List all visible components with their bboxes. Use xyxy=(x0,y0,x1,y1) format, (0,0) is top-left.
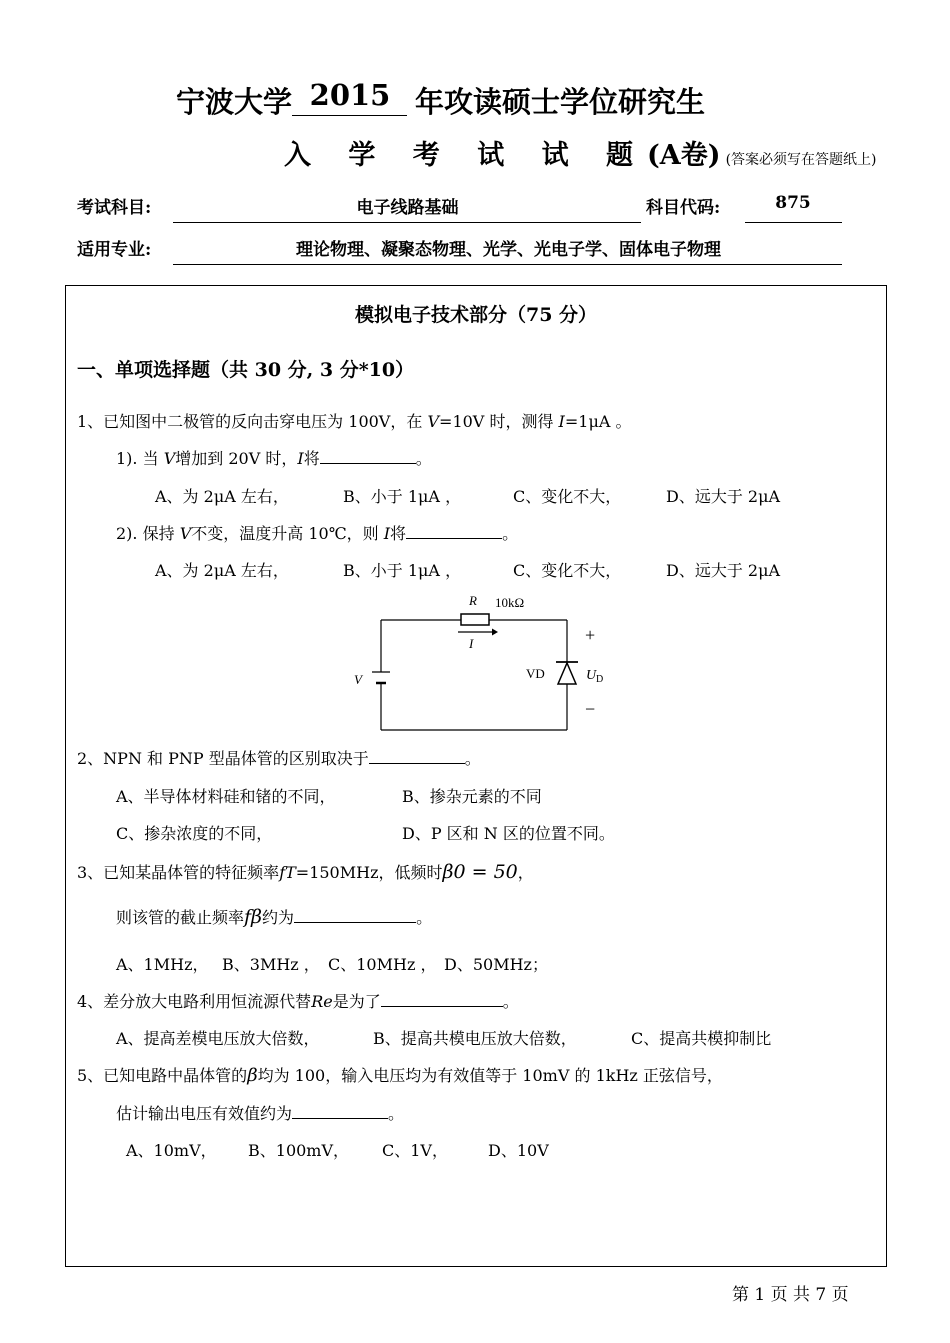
q1s2-end: 。 xyxy=(502,524,519,543)
year-underline xyxy=(292,115,407,116)
diode-voltage-label: U xyxy=(586,668,597,683)
q1-var-v: V xyxy=(427,412,440,431)
minus-sign: − xyxy=(585,699,596,719)
q1s1-text-a: 1). 当 xyxy=(116,449,159,468)
q1s1-text-b: 增加到 20V 时， xyxy=(175,449,298,468)
question-5-stem xyxy=(77,1063,723,1086)
q3-options xyxy=(116,952,548,975)
q2-text: 2、NPN 和 PNP 型晶体管的区别取决于 xyxy=(77,749,369,768)
plus-sign: + xyxy=(585,625,596,645)
option-a: A、1MHz， xyxy=(116,955,209,974)
exam-subtitle xyxy=(284,133,877,172)
q2-options-row-2 xyxy=(116,821,615,844)
exam-year: 2015 xyxy=(309,78,391,112)
q5-text-a: 5、已知电路中晶体管的 xyxy=(77,1066,248,1085)
diode-triangle xyxy=(558,663,576,684)
q1s1-var-i: I xyxy=(297,449,304,468)
option-d: D、10V xyxy=(488,1141,549,1160)
major-value: 理论物理、凝聚态物理、光学、光电子学、固体电子物理 xyxy=(296,240,721,260)
q4-end: 。 xyxy=(502,992,519,1011)
option-b: B、3MHz ， xyxy=(222,955,320,974)
question-4-stem xyxy=(77,989,519,1012)
option-b: B、小于 1μA ， xyxy=(343,487,462,506)
code-value: 875 xyxy=(775,193,811,213)
question-1-sub-2 xyxy=(116,521,518,544)
q3-text-b: =150MHz，低频时 xyxy=(295,863,443,882)
option-d: D、50MHz； xyxy=(444,955,548,974)
q1-text-a: 1、已知图中二极管的反向击穿电压为 100V，在 xyxy=(77,412,423,431)
code-underline xyxy=(745,222,842,223)
answer-blank[interactable] xyxy=(292,1102,388,1119)
voltage-source-label: V xyxy=(354,672,362,687)
question-2-stem xyxy=(77,746,481,769)
option-d: D、远大于 2μA xyxy=(666,561,781,580)
q3-text-d: 则该管的截止频率 xyxy=(116,908,245,927)
option-a: A、10mV， xyxy=(126,1141,217,1160)
q4-text-a: 4、差分放大电路利用恒流源代替 xyxy=(77,992,312,1011)
q1s2-text-b: 不变，温度升高 10℃，则 xyxy=(191,524,379,543)
q3-beta0: β0 = 50 xyxy=(442,861,518,883)
answer-blank[interactable] xyxy=(320,447,416,464)
exam-title-rest: 年攻读硕士学位研究生 xyxy=(415,85,706,119)
q1s2-var-v: V xyxy=(179,524,192,543)
option-a: A、为 2μA 左右， xyxy=(155,487,289,506)
option-a: A、半导体材料硅和锗的不同， xyxy=(116,787,336,806)
current-arrow-head xyxy=(492,629,498,636)
q1s2-text-c: 将 xyxy=(390,524,407,543)
q2-options-row-1 xyxy=(116,784,542,807)
q1s1-text-c: 将 xyxy=(303,449,320,468)
question-1-stem xyxy=(77,409,632,432)
section-title: 模拟电子技术部分（75 分） xyxy=(354,304,598,326)
option-b: B、提高共模电压放大倍数， xyxy=(373,1029,577,1048)
q1s2-var-i: I xyxy=(383,524,391,543)
option-a: A、提高差模电压放大倍数， xyxy=(116,1029,320,1048)
page-number: 第 1 页 共 7 页 xyxy=(732,1285,849,1305)
q5-beta: β xyxy=(247,1065,258,1086)
q1-var-i: I xyxy=(558,412,565,431)
subtitle-main: 入 学 考 试 试 题 xyxy=(284,140,647,171)
option-c: C、掺杂浓度的不同， xyxy=(116,824,273,843)
answer-blank[interactable] xyxy=(381,990,503,1007)
q1s1-end: 。 xyxy=(415,449,432,468)
option-b: B、100mV， xyxy=(248,1141,350,1160)
diode-circuit-diagram xyxy=(340,590,620,740)
option-c: C、变化不大， xyxy=(513,487,622,506)
q4-text-b: 是为了 xyxy=(332,992,381,1011)
option-c: C、提高共模抑制比 xyxy=(631,1029,772,1048)
q3-text-c: ， xyxy=(517,863,534,882)
q3-ft: fT xyxy=(279,863,296,882)
q3-text-a: 3、已知某晶体管的特征频率 xyxy=(77,863,280,882)
q3-end: 。 xyxy=(416,908,433,927)
q1s1-var-v: V xyxy=(163,449,176,468)
q1-text-c: =1μA 。 xyxy=(564,412,632,431)
resistor-symbol xyxy=(461,614,489,625)
option-c: C、变化不大， xyxy=(513,561,622,580)
major-underline xyxy=(173,264,842,265)
answer-blank[interactable] xyxy=(294,906,416,923)
subject-underline xyxy=(173,222,641,223)
resistor-value: 10kΩ xyxy=(495,595,525,610)
option-c: C、10MHz ， xyxy=(328,955,437,974)
q5-text-b: 均为 100，输入电压均为有效值等于 10mV 的 1kHz 正弦信号， xyxy=(257,1066,723,1085)
option-d: D、P 区和 N 区的位置不同。 xyxy=(402,824,615,843)
university-name: 宁波大学 xyxy=(176,85,293,119)
current-label: I xyxy=(469,636,474,651)
option-b: B、掺杂元素的不同 xyxy=(402,787,542,806)
question-1-sub-1 xyxy=(116,446,432,469)
part-one-heading: 一、单项选择题（共 30 分, 3 分*10） xyxy=(77,359,415,381)
option-b: B、小于 1μA ， xyxy=(343,561,462,580)
q1-text-b: =10V 时，测得 xyxy=(439,412,554,431)
subject-label: 考试科目: xyxy=(77,198,152,218)
diode-voltage-subscript: D xyxy=(596,674,604,685)
diode-label: VD xyxy=(526,666,545,681)
answer-note: (答案必须写在答题纸上) xyxy=(725,152,877,168)
q5-text-c: 估计输出电压有效值约为 xyxy=(116,1104,293,1123)
q4-options xyxy=(116,1026,771,1049)
subject-value: 电子线路基础 xyxy=(356,198,459,218)
question-3-stem xyxy=(77,860,534,883)
q3-fbeta: fβ xyxy=(244,906,263,928)
major-label: 适用专业: xyxy=(77,240,152,260)
question-5-line-2 xyxy=(116,1101,404,1124)
paper-version: (A卷) xyxy=(647,140,721,171)
q1s2-text-a: 2). 保持 xyxy=(116,524,175,543)
answer-blank[interactable] xyxy=(369,747,465,764)
option-c: C、1V， xyxy=(382,1141,448,1160)
option-a: A、为 2μA 左右， xyxy=(155,561,289,580)
answer-blank[interactable] xyxy=(406,522,502,539)
q1-sub2-options xyxy=(155,558,780,581)
q5-options xyxy=(126,1138,549,1161)
resistor-label: R xyxy=(469,593,477,608)
q4-re: Re xyxy=(311,992,333,1011)
q2-end: 。 xyxy=(464,749,481,768)
question-3-line-2 xyxy=(116,905,432,928)
q1-sub1-options xyxy=(155,484,780,507)
option-d: D、远大于 2μA xyxy=(666,487,781,506)
q3-text-e: 约为 xyxy=(262,908,295,927)
code-label: 科目代码: xyxy=(646,198,721,218)
q5-end: 。 xyxy=(388,1104,405,1123)
